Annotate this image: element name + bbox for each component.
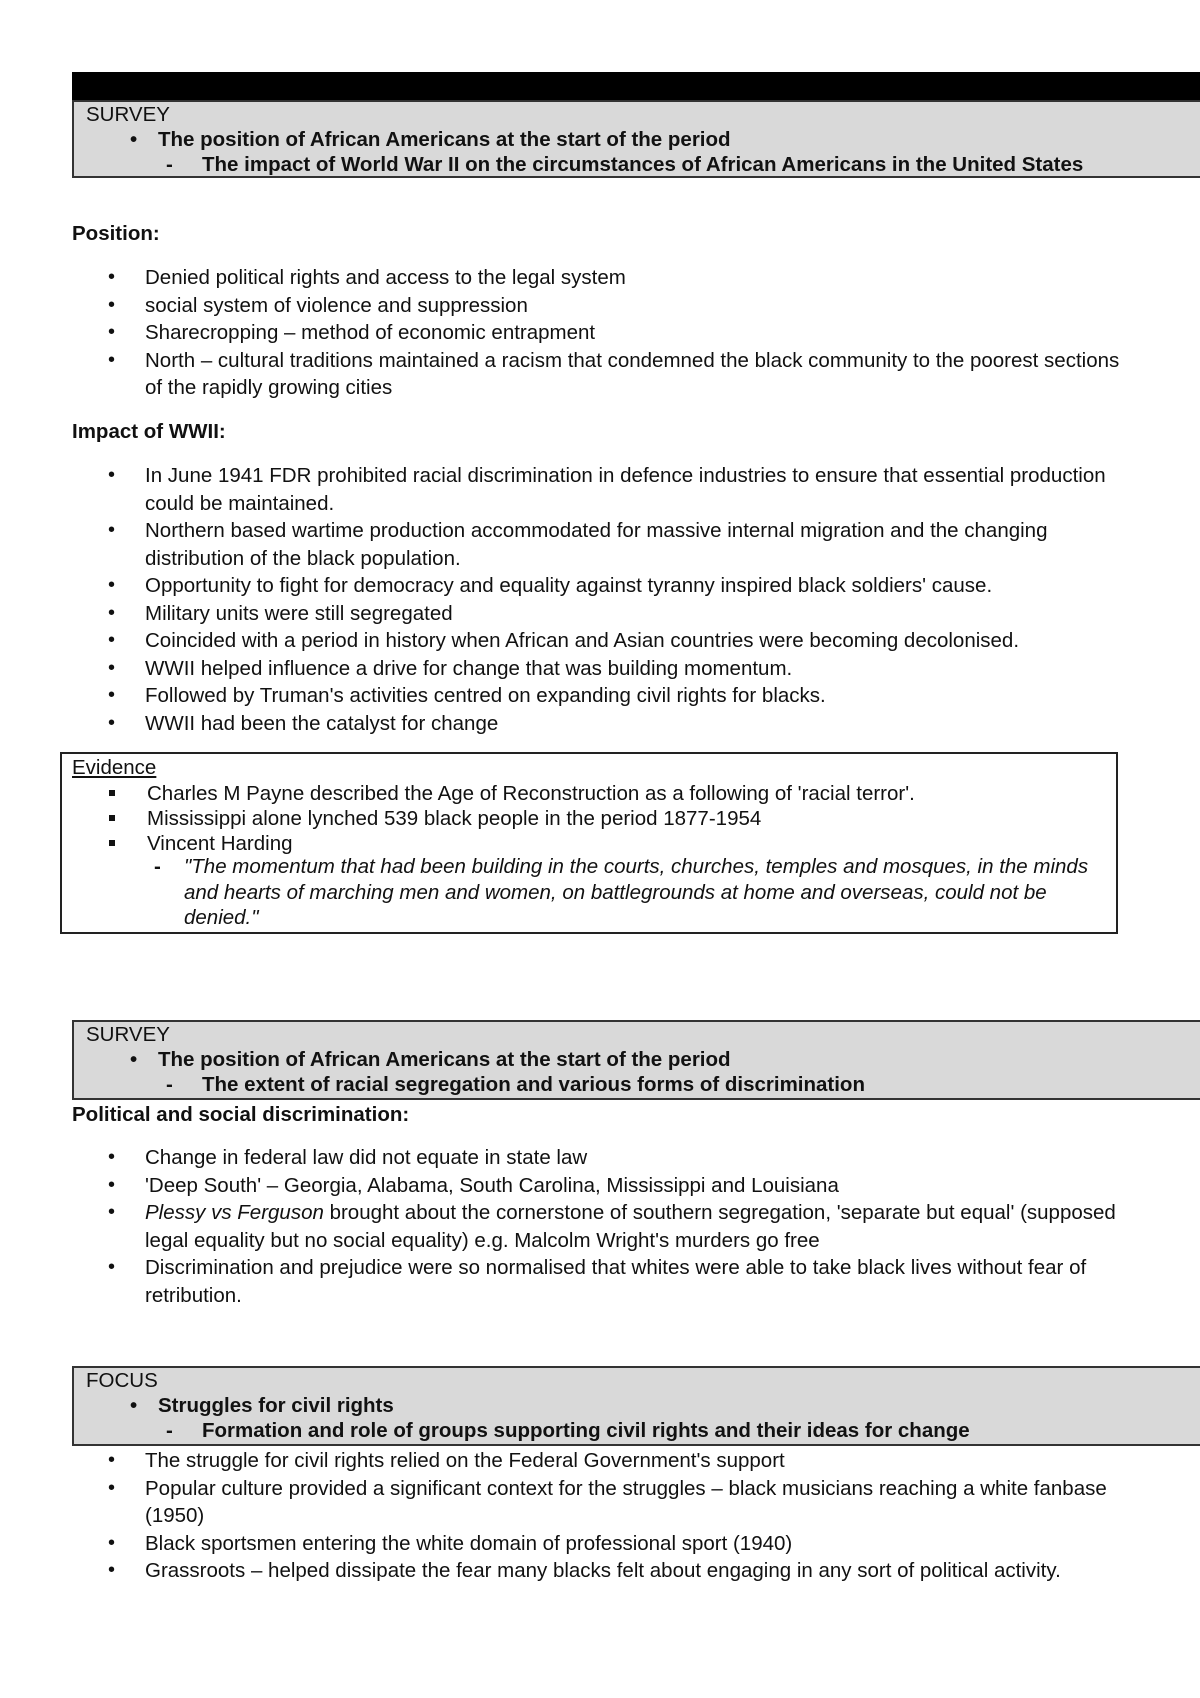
list-item — [62, 831, 1116, 856]
list-item-text: Black sportsmen entering the white domain of professional sport (1940) — [145, 1531, 793, 1555]
list-item — [0, 682, 1200, 710]
list-item-text: Popular culture provided a significant context for the struggles – black musicians reaching a white fanbase (1950) — [145, 1476, 1107, 1527]
bullet-marker: • — [108, 321, 116, 343]
section-subtopic-text: Formation and role of groups supporting civil rights and their ideas for change — [202, 1419, 970, 1442]
bullet-marker: • — [130, 1048, 138, 1071]
list-item-text: Discrimination and prejudice were so normalised that whites were able to take black lives without fear of retribution. — [145, 1256, 1087, 1307]
list-item — [0, 600, 1200, 628]
bullet-marker: • — [108, 1559, 116, 1581]
evidence-title: Evidence — [72, 756, 157, 779]
bullet-marker: • — [108, 1173, 116, 1196]
list-item-text: WWII had been the catalyst for change — [145, 711, 499, 735]
bullet-marker: • — [108, 293, 116, 316]
dash-marker: - — [166, 1419, 173, 1442]
list-item — [0, 462, 1200, 517]
section-header-survey-segregation — [72, 1020, 1200, 1100]
position-heading: Position: — [72, 222, 160, 245]
bullet-marker: • — [108, 266, 116, 288]
list-item — [0, 1172, 1200, 1200]
list-item-text: 'Deep South' – Georgia, Alabama, South Carolina, Mississippi and Louisiana — [145, 1173, 839, 1197]
section-topic-text: The position of African Americans at the start of the period — [158, 128, 731, 151]
bullet-marker: • — [108, 348, 116, 371]
section-kicker: FOCUS — [86, 1369, 158, 1392]
list-item — [62, 781, 1116, 806]
section-kicker: SURVEY — [86, 103, 170, 126]
list-item — [0, 572, 1200, 600]
square-bullet — [109, 790, 115, 796]
list-item-text: Opportunity to fight for democracy and equality against tyranny inspired black soldiers' cause. — [145, 574, 993, 597]
list-item — [0, 655, 1200, 683]
wwii-list — [0, 462, 1200, 737]
section-topic — [86, 1393, 1200, 1418]
list-item-text: Sharecropping – method of economic entrapment — [145, 321, 596, 344]
list-item — [0, 1475, 1200, 1530]
dash-marker: - — [166, 1073, 173, 1096]
list-item-text: The struggle for civil rights relied on the Federal Government's support — [145, 1449, 785, 1472]
bullet-marker: • — [130, 1394, 138, 1417]
struggles-list — [0, 1447, 1200, 1585]
bullet-marker: • — [108, 1201, 116, 1223]
bullet-marker: • — [108, 464, 116, 486]
evidence-box — [60, 752, 1118, 934]
list-item — [0, 1254, 1200, 1309]
dash-marker: - — [166, 153, 173, 176]
section-subtopic — [86, 1418, 1200, 1443]
list-item — [62, 806, 1116, 831]
bullet-marker: • — [130, 128, 138, 151]
list-item — [0, 1144, 1200, 1172]
list-item-text: Followed by Truman's activities centred on expanding civil rights for blacks. — [145, 684, 826, 707]
list-item-text: Vincent Harding — [147, 832, 293, 855]
list-item — [0, 319, 1200, 347]
square-bullet — [109, 815, 115, 821]
discrimination-heading: Political and social discrimination: — [72, 1103, 410, 1126]
list-item-text: Coincided with a period in history when African and Asian countries were becoming decolonised. — [145, 629, 1020, 652]
list-item — [0, 627, 1200, 655]
bullet-marker: • — [108, 684, 116, 706]
section-kicker: SURVEY — [86, 1023, 170, 1046]
list-item-text: Northern based wartime production accommodated for massive internal migration and the changing distribution of the black population. — [145, 519, 1048, 570]
bullet-marker: • — [108, 1449, 116, 1471]
bullet-marker: • — [108, 711, 116, 734]
list-item-text: Military units were still segregated — [145, 601, 453, 625]
section-subtopic — [86, 1072, 1200, 1097]
list-item — [0, 1447, 1200, 1475]
bullet-marker: • — [108, 1146, 116, 1168]
section-subtopic-text: The extent of racial segregation and various forms of discrimination — [202, 1073, 865, 1096]
list-item — [0, 1530, 1200, 1558]
section-subtopic — [86, 152, 1200, 177]
list-item — [0, 710, 1200, 738]
list-item — [0, 292, 1200, 320]
list-item-text: North – cultural traditions maintained a racism that condemned the black community to the poorest sections of the rapidly growing cities — [145, 348, 1120, 399]
bullet-marker: • — [108, 1256, 116, 1278]
case-name: Plessy vs Ferguson — [145, 1201, 324, 1224]
section-topic-text: The position of African Americans at the start of the period — [158, 1048, 731, 1071]
dash-marker: - — [154, 855, 161, 878]
bullet-marker: • — [108, 574, 116, 596]
quote-text: "The momentum that had been building in the courts, churches, temples and mosques, in the minds and hearts of marching men and women, on battlegrounds at home and overseas, could not be denied." — [184, 855, 1089, 929]
bullet-marker: • — [108, 519, 116, 541]
list-item — [0, 264, 1200, 292]
wwii-heading: Impact of WWII: — [72, 420, 226, 443]
discrimination-list — [0, 1144, 1200, 1309]
list-item-text: Charles M Payne described the Age of Reconstruction as a following of 'racial terror'. — [147, 782, 915, 805]
list-item — [0, 1557, 1200, 1585]
bullet-marker: • — [108, 1476, 116, 1499]
bullet-marker: • — [108, 656, 116, 679]
list-item-text: Change in federal law did not equate in state law — [145, 1146, 588, 1169]
section-subtopic-text: The impact of World War II on the circumstances of African Americans in the United States — [202, 153, 1084, 176]
list-item-text: social system of violence and suppression — [145, 293, 528, 317]
evidence-quote — [62, 854, 1116, 931]
list-item-text: In June 1941 FDR prohibited racial discrimination in defence industries to ensure that essential production could be maintained. — [145, 464, 1106, 515]
section-topic — [86, 1047, 1200, 1072]
section-topic-text: Struggles for civil rights — [158, 1394, 394, 1417]
bullet-marker: • — [108, 629, 116, 651]
bullet-marker: • — [108, 1531, 116, 1554]
list-item-text: brought about the cornerstone of southern segregation, 'separate but equal' (supposed legal equality but no social equality) e.g. Malcolm Wright's murders go free — [145, 1201, 1116, 1252]
position-list — [0, 264, 1200, 402]
section-header-focus-struggles — [72, 1366, 1200, 1446]
top-black-bar — [72, 72, 1200, 100]
bullet-marker: • — [108, 601, 116, 624]
list-item-text: Denied political rights and access to the legal system — [145, 266, 626, 289]
square-bullet — [109, 840, 115, 846]
list-item-text: Grassroots – helped dissipate the fear many blacks felt about engaging in any sort of political activity. — [145, 1559, 1061, 1582]
list-item — [0, 517, 1200, 572]
list-item-text: WWII helped influence a drive for change that was building momentum. — [145, 656, 793, 680]
list-item — [0, 347, 1200, 402]
list-item-text: Mississippi alone lynched 539 black people in the period 1877-1954 — [147, 807, 762, 830]
list-item — [0, 1199, 1200, 1254]
section-header-survey-wwii — [72, 100, 1200, 178]
section-topic — [86, 127, 1200, 152]
evidence-list — [62, 781, 1116, 856]
